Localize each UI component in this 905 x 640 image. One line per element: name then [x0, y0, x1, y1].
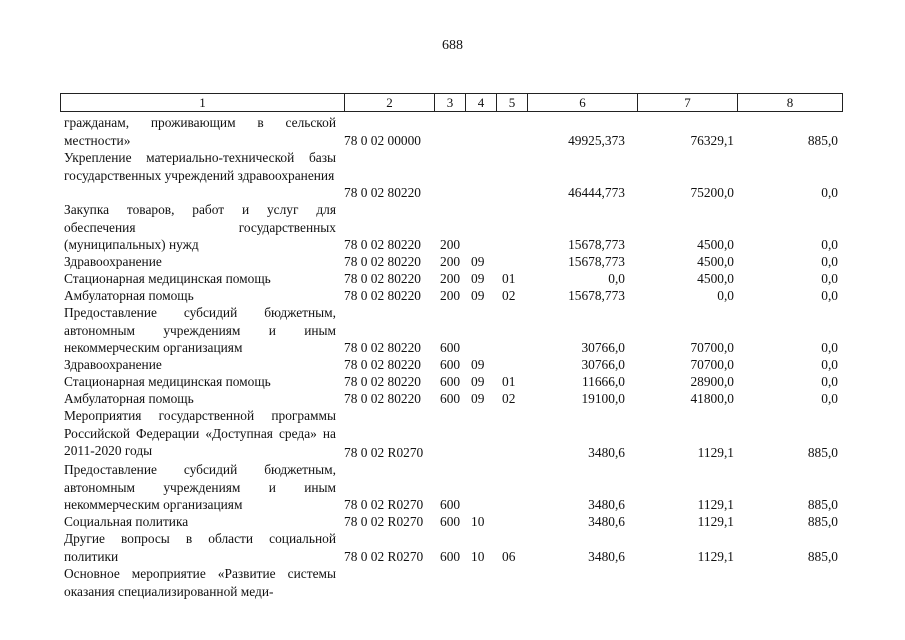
row-vr: 200	[440, 236, 461, 252]
row-rz: 09	[471, 287, 485, 303]
header-col-6: 6	[528, 94, 638, 111]
row-name: Основное мероприятие «Развитие системы оказания специализированной меди-	[64, 566, 336, 599]
row-vr: 600	[440, 373, 461, 389]
table-row	[0, 461, 905, 513]
row-code: 78 0 02 R0270	[344, 496, 424, 512]
row-vr: 600	[440, 548, 461, 564]
row-value-7: 70700,0	[690, 339, 734, 355]
row-value-6: 30766,0	[581, 356, 625, 372]
row-value-8: 885,0	[807, 132, 838, 148]
row-vr: 200	[440, 270, 461, 286]
table-row	[0, 390, 905, 407]
table-row	[0, 114, 905, 149]
table-row	[0, 304, 905, 356]
row-value-6: 30766,0	[581, 339, 625, 355]
row-rz: 10	[471, 548, 485, 564]
row-vr: 200	[440, 253, 461, 269]
row-value-6: 11666,0	[581, 373, 625, 389]
row-rz: 09	[471, 390, 485, 406]
row-name: Другие вопросы в области социальной политики	[64, 531, 336, 564]
row-name: Стационарная медицинская помощь	[64, 271, 271, 286]
header-col-4: 4	[466, 94, 497, 111]
row-value-7: 4500,0	[697, 270, 734, 286]
header-col-1: 1	[61, 94, 345, 111]
row-value-6: 46444,773	[568, 184, 625, 200]
row-rz: 09	[471, 356, 485, 372]
header-col-3: 3	[435, 94, 466, 111]
row-code: 78 0 02 80220	[344, 356, 421, 372]
row-value-6: 15678,773	[568, 287, 625, 303]
header-col-7: 7	[638, 94, 738, 111]
table-row	[0, 270, 905, 287]
table-header	[60, 93, 843, 112]
row-value-6: 3480,6	[588, 496, 625, 512]
header-col-8: 8	[786, 95, 794, 110]
table-row	[0, 565, 905, 600]
row-rz: 09	[471, 373, 485, 389]
header-col-2: 2	[345, 94, 435, 111]
row-name: Предоставление субсидий бюджетным, автономным учреждениям и иным некоммерческим организациям	[64, 462, 336, 512]
row-code: 78 0 02 80220	[344, 373, 421, 389]
row-pr: 06	[502, 548, 516, 564]
row-value-6: 0,0	[608, 270, 625, 286]
row-value-8: 0,0	[821, 373, 838, 389]
table-row	[0, 513, 905, 530]
row-value-8: 0,0	[821, 356, 838, 372]
row-rz: 10	[471, 513, 485, 529]
row-vr: 600	[440, 339, 461, 355]
row-value-7: 4500,0	[697, 253, 734, 269]
row-code: 78 0 02 80220	[344, 390, 421, 406]
row-value-6: 3480,6	[588, 513, 625, 529]
row-value-6: 19100,0	[581, 390, 625, 406]
page-number: 688	[442, 38, 463, 53]
table-row	[0, 373, 905, 390]
table-row	[0, 253, 905, 270]
row-name: гражданам, проживающим в сельской местности»	[64, 115, 336, 148]
row-name: Амбулаторная помощь	[64, 288, 194, 303]
row-name: Предоставление субсидий бюджетным, автономным учреждениям и иным некоммерческим организациям	[64, 305, 336, 355]
row-value-7: 28900,0	[690, 373, 734, 389]
row-code: 78 0 02 R0270	[344, 513, 424, 529]
row-code: 78 0 02 00000	[344, 132, 421, 148]
row-name: Укрепление материально-технической базы государственных учреждений здравоохранения	[64, 150, 336, 183]
row-code: 78 0 02 R0270	[344, 548, 424, 564]
row-value-8: 885,0	[807, 444, 838, 460]
header-col-5: 5	[497, 94, 528, 111]
row-value-8: 0,0	[821, 270, 838, 286]
table-row	[0, 530, 905, 565]
row-vr: 200	[440, 287, 461, 303]
row-value-7: 1129,1	[697, 496, 734, 512]
row-value-6: 3480,6	[588, 444, 625, 460]
row-value-8: 885,0	[807, 548, 838, 564]
row-code: 78 0 02 80220	[344, 339, 421, 355]
row-value-8: 0,0	[821, 390, 838, 406]
row-code: 78 0 02 80220	[344, 236, 421, 252]
table-row	[0, 149, 905, 201]
row-vr: 600	[440, 513, 461, 529]
row-name: Закупка товаров, работ и услуг для обеспечения государственных (муниципальных) нужд	[64, 202, 336, 252]
row-pr: 01	[502, 373, 516, 389]
row-pr: 02	[502, 390, 516, 406]
table-row	[0, 356, 905, 373]
table-row	[0, 407, 905, 461]
row-name: Амбулаторная помощь	[64, 391, 194, 406]
table-row	[0, 287, 905, 304]
row-code: 78 0 02 R0270	[344, 444, 424, 460]
row-vr: 600	[440, 356, 461, 372]
row-value-8: 885,0	[807, 513, 838, 529]
row-name: Стационарная медицинская помощь	[64, 374, 271, 389]
row-value-7: 1129,1	[697, 513, 734, 529]
row-value-8: 0,0	[821, 287, 838, 303]
row-value-7: 1129,1	[697, 548, 734, 564]
row-value-7: 75200,0	[690, 184, 734, 200]
row-value-7: 41800,0	[690, 390, 734, 406]
row-value-8: 0,0	[821, 184, 838, 200]
row-value-7: 0,0	[717, 287, 734, 303]
row-value-8: 0,0	[821, 236, 838, 252]
row-value-6: 3480,6	[588, 548, 625, 564]
row-value-7: 1129,1	[697, 444, 734, 460]
row-rz: 09	[471, 253, 485, 269]
row-value-8: 885,0	[807, 496, 838, 512]
row-value-6: 15678,773	[568, 236, 625, 252]
row-value-7: 4500,0	[697, 236, 734, 252]
row-value-6: 49925,373	[568, 132, 625, 148]
row-code: 78 0 02 80220	[344, 270, 421, 286]
row-name: Здравоохранение	[64, 254, 162, 269]
row-value-8: 0,0	[821, 339, 838, 355]
row-value-8: 0,0	[821, 253, 838, 269]
row-vr: 600	[440, 390, 461, 406]
row-pr: 02	[502, 287, 516, 303]
row-name: Мероприятия государственной программы Российской Федерации «Доступная среда» на 2011-2020 годы	[64, 408, 336, 458]
row-value-7: 70700,0	[690, 356, 734, 372]
row-name: Здравоохранение	[64, 357, 162, 372]
row-code: 78 0 02 80220	[344, 287, 421, 303]
row-value-7: 76329,1	[690, 132, 734, 148]
row-rz: 09	[471, 270, 485, 286]
row-vr: 600	[440, 496, 461, 512]
row-code: 78 0 02 80220	[344, 184, 421, 200]
table-row	[0, 201, 905, 253]
row-value-6: 15678,773	[568, 253, 625, 269]
row-pr: 01	[502, 270, 516, 286]
row-name: Социальная политика	[64, 514, 189, 529]
row-code: 78 0 02 80220	[344, 253, 421, 269]
